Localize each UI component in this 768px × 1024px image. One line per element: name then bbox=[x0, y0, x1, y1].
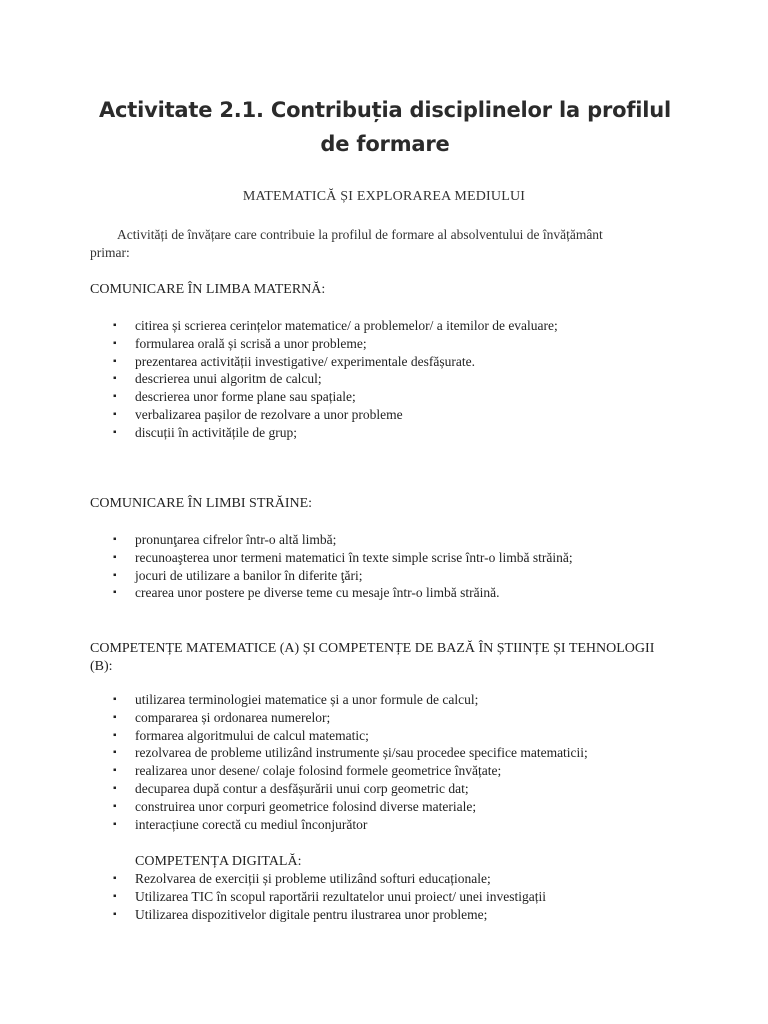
list-item-text: citirea și scrierea cerințelor matematice/ a problemelor/ a itemilor de evaluare; bbox=[135, 318, 558, 333]
document-subtitle: MATEMATICĂ ȘI EXPLORAREA MEDIULUI bbox=[242, 189, 526, 204]
list-item bbox=[90, 744, 690, 762]
bullet-icon: ▪ bbox=[113, 587, 117, 599]
list-item bbox=[90, 727, 690, 745]
list-item-text: utilizarea terminologiei matematice și a unor formule de calcul; bbox=[135, 692, 479, 707]
bullet-icon: ▪ bbox=[113, 908, 117, 920]
bullet-icon: ▪ bbox=[113, 569, 117, 581]
section-heading-comunicare-limbi-straine: COMUNICARE ÎN LIMBI STRĂINE: bbox=[90, 496, 313, 511]
list-item bbox=[90, 798, 690, 816]
list-item bbox=[90, 816, 690, 834]
list-item bbox=[90, 406, 690, 424]
bullet-icon: ▪ bbox=[113, 747, 117, 759]
intro-line: primar: bbox=[90, 245, 130, 260]
list-item bbox=[90, 549, 690, 567]
bullet-icon: ▪ bbox=[113, 534, 117, 545]
list-item-text: rezolvarea de probleme utilizând instrumente și/sau procedee specifice matematicii; bbox=[135, 745, 588, 761]
bullet-icon: ▪ bbox=[113, 782, 117, 794]
document-title: Activitate 2.1. Contribuția disciplinelor la profilul de formare bbox=[98, 98, 672, 156]
list-item-text: Utilizarea dispozitivelor digitale pentru ilustrarea unor probleme; bbox=[135, 906, 488, 922]
list-item-text: crearea unor postere pe diverse teme cu mesaje într-o limbă străină. bbox=[135, 585, 500, 601]
bullet-icon: ▪ bbox=[113, 426, 117, 438]
list-item-text: prezentarea activității investigative/ experimentale desfășurate. bbox=[135, 353, 475, 369]
section-heading-competente-matematice: COMPETENȚE MATEMATICE (A) ȘI COMPETENȚE DE BAZĂ ÎN ȘTIINȚE ȘI TEHNOLOGII (B): bbox=[90, 641, 655, 674]
list-item bbox=[90, 906, 690, 924]
list-item bbox=[90, 762, 690, 780]
list-item bbox=[90, 709, 690, 727]
bullet-list-comunicare-limba-materna bbox=[90, 317, 690, 442]
bullet-icon: ▪ bbox=[113, 391, 117, 403]
bullet-list-competente-matematice bbox=[90, 691, 690, 833]
list-item bbox=[90, 370, 690, 388]
bullet-list-competenta-digitala bbox=[90, 870, 690, 923]
list-item bbox=[90, 870, 690, 888]
bullet-icon: ▪ bbox=[113, 337, 117, 349]
section-heading-comunicare-limba-materna: COMUNICARE ÎN LIMBA MATERNĂ: bbox=[90, 282, 326, 297]
section-heading-competenta-digitala: COMPETENȚA DIGITALĂ: bbox=[135, 854, 302, 869]
bullet-icon: ▪ bbox=[113, 800, 117, 812]
list-item-text: realizarea unor desene/ colaje folosind formele geometrice învățate; bbox=[135, 763, 502, 779]
bullet-icon: ▪ bbox=[113, 873, 117, 884]
list-item bbox=[90, 780, 690, 798]
list-item-text: verbalizarea pașilor de rezolvare a unor probleme bbox=[135, 406, 403, 422]
list-item-text: construirea unor corpuri geometrice folosind diverse materiale; bbox=[135, 798, 477, 814]
bullet-list-comunicare-limbi-straine bbox=[90, 531, 690, 602]
intro-paragraph bbox=[90, 226, 670, 262]
bullet-icon: ▪ bbox=[113, 551, 117, 563]
intro-line: Activități de învățare care contribuie la profilul de formare al absolventului de învățământ bbox=[117, 227, 603, 242]
bullet-icon: ▪ bbox=[113, 729, 117, 741]
list-item bbox=[90, 584, 690, 602]
bullet-icon: ▪ bbox=[113, 711, 117, 723]
bullet-icon: ▪ bbox=[113, 373, 117, 385]
list-item-text: recunoaşterea unor termeni matematici în texte simple scrise într-o limbă străină; bbox=[135, 549, 573, 565]
list-item-text: compararea și ordonarea numerelor; bbox=[135, 709, 331, 725]
list-item bbox=[90, 531, 690, 549]
list-item-text: decuparea după contur a desfășurării unui corp geometric dat; bbox=[135, 780, 469, 796]
list-item-text: pronunţarea cifrelor într-o altă limbă; bbox=[135, 532, 337, 547]
bullet-icon: ▪ bbox=[113, 408, 117, 420]
bullet-icon: ▪ bbox=[113, 694, 117, 705]
list-item bbox=[90, 888, 690, 906]
list-item bbox=[90, 691, 690, 709]
list-item-text: Rezolvarea de exerciții și probleme utilizând softuri educaționale; bbox=[135, 871, 491, 886]
list-item bbox=[90, 388, 690, 406]
list-item-text: descrierea unui algoritm de calcul; bbox=[135, 371, 322, 387]
list-item-text: formularea orală și scrisă a unor probleme; bbox=[135, 335, 367, 351]
list-item-text: jocuri de utilizare a banilor în diferite ţări; bbox=[135, 567, 363, 583]
list-item-text: Utilizarea TIC în scopul raportării rezultatelor unui proiect/ unei investigații bbox=[135, 888, 546, 904]
list-item bbox=[90, 424, 690, 442]
bullet-icon: ▪ bbox=[113, 818, 117, 830]
list-item-text: discuții în activitățile de grup; bbox=[135, 424, 297, 440]
list-item bbox=[90, 335, 690, 353]
bullet-icon: ▪ bbox=[113, 765, 117, 777]
list-item bbox=[90, 353, 690, 371]
bullet-icon: ▪ bbox=[113, 320, 117, 331]
list-item-text: formarea algoritmului de calcul matematic; bbox=[135, 727, 369, 743]
list-item-text: descrierea unor forme plane sau spațiale; bbox=[135, 389, 356, 405]
bullet-icon: ▪ bbox=[113, 890, 117, 902]
bullet-icon: ▪ bbox=[113, 355, 117, 367]
list-item-text: interacțiune corectă cu mediul înconjurător bbox=[135, 816, 368, 832]
list-item bbox=[90, 567, 690, 585]
list-item bbox=[90, 317, 690, 335]
